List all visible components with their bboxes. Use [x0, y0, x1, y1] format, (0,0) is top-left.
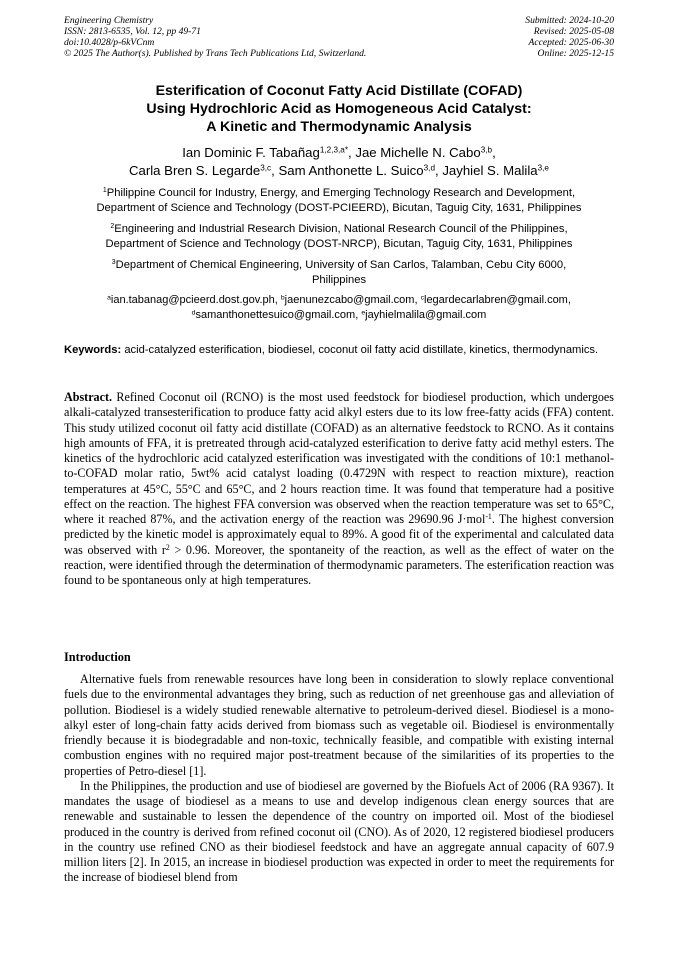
author-name: Carla Bren S. Legarde [129, 163, 261, 178]
accepted-date: Accepted: 2025-06-30 [528, 37, 614, 48]
keywords-section [64, 343, 614, 358]
author-sup: 3,d [423, 163, 435, 173]
author-sup: 1,2,3,a* [319, 145, 349, 155]
online-date: Online: 2025-12-15 [537, 48, 614, 59]
email-link[interactable]: jaenunezcabo@gmail.com [284, 294, 415, 306]
author-sup: 3,e [537, 163, 549, 173]
paper-title [40, 82, 638, 136]
introduction-body [64, 672, 614, 886]
affiliation-2: $^2$Engineering and Industrial Research Division, National Research Council of the Philippines, Department of Science and Technology (DOST-NRCP), Bicutan, Taguig City, 1631, Philippines [105, 223, 573, 250]
paragraph: In the Philippines, the production and use of biodiesel are governed by the Biofuels Act of 2006 (RA 9367). It mandates the usage of biodiesel as a means to use and develop indigenous clean energy sources that are renewable and sustainable to lessen the dependence of the country on imported oil. Most of the biodiesel produced in the country is derived from refined coconut oil (CNO). As of 2020, 12 registered biodiesel producers in the country use refined CNO as their biodiesel feedstock and have an aggregate annual capacity of 607.9 million liters [2]. In 2015, an increase in biodiesel production was expected in order to meet the requirements for the increase of biodiesel blend from [64, 778, 614, 885]
author-sup: 3,b [480, 145, 493, 155]
email-link[interactable]: samanthonettesuico@gmail.com [195, 309, 356, 321]
copyright-line: © 2025 The Author(s). Published by Trans Tech Publications Ltd, Switzerland. [64, 48, 367, 59]
title-line-1: Esterification of Coconut Fatty Acid Distillate (COFAD) [155, 83, 523, 99]
keywords-text: acid-catalyzed esterification, biodiesel, coconut oil fatty acid distillate, kinetics, thermodynamics. [124, 344, 599, 356]
section-heading: Introduction [64, 650, 131, 664]
affiliation-3: $^3$Department of Chemical Engineering, University of San Carlos, Talamban, Cebu City 6000, Philippines [111, 259, 567, 286]
author-name: Jae Michelle N. Cabo [355, 145, 481, 160]
title-line-3: A Kinetic and Thermodynamic Analysis [206, 119, 472, 135]
author-list: Ian Dominic F. Tabañag$^{1,2,3,a*}$, Jae Michelle N. Cabo$^{3,b}$, Carla Bren S. Legarde$^{3,c}$, Sam Anthonette L. Suico$^{3,d}$, Jayhiel S. Malila$^{3,e}$ [129, 145, 549, 178]
author-name: Jayhiel S. Malila [442, 163, 538, 178]
email-link[interactable]: ian.tabanag@pcieerd.dost.gov.ph [110, 294, 275, 306]
author-name: Sam Anthonette L. Suico [278, 163, 424, 178]
journal-info [64, 15, 366, 59]
abstract-section: Abstract. Refined Coconut oil (RCNO) is the most used feedstock for biodiesel production, which undergoes alkali-catalyzed transesterification to produce fatty acid alkyl esters due to its low free-fatty acids (FFA) content. This study utilized coconut oil fatty acid distillate (COFAD) as an alternative feedstock to RCNO. As it contains high amounts of FFA, it is pretreated through acid-catalyzed esterification to derive fatty acid methyl esters. The kinetics of the hydrochloric acid catalyzed esterification was investigated with the conditions of 10:1 methanol-to-COFAD molar ratio, 5wt% acid catalyst loading (0.4729N with respect to reaction mixture), reaction temperatures at 45°C, 55°C and 65°C, and 2 hours reaction time. It was found that temperature had a positive effect on the reaction. The highest FFA conversion was observed when the reaction temperature was set to 65°C, where it reached 87%, and the activation energy of the reaction was 29690.96 J·mol$^{-1}$. The highest conversion predicted by the kinetic model is approximately equal to 89%. A good fit of the experimental and calculated data was observed with $r^2 > 0.96$. Moreover, the spontaneity of the reaction, as well as the effect of water on the reaction, were identified through the determination of thermodynamic parameters. The esterification reaction was found to be spontaneous only at high temperatures. [64, 390, 614, 587]
issn-line: ISSN: 2813-6535, Vol. 12, pp 49-71 [64, 26, 201, 37]
doi-line: doi:10.4028/p-6kVCnm [64, 37, 155, 48]
author-emails: $^a$ian.tabanag@pcieerd.dost.gov.ph, $^b$jaenunezcabo@gmail.com, $^c$legardecarlabren@gmail.com, $^d$samanthonettesuico@gmail.com, $^e$jayhielmalila@gmail.com [107, 294, 571, 321]
author-sup: 3,c [260, 163, 272, 173]
keywords-label: Keywords: [64, 344, 122, 356]
email-link[interactable]: legardecarlabren@gmail.com [424, 294, 568, 306]
abstract-label: Abstract. [64, 390, 113, 404]
revised-date: Revised: 2025-05-08 [533, 26, 614, 37]
dates-info [525, 15, 614, 59]
author-name: Ian Dominic F. Tabañag [182, 145, 320, 160]
affiliation-1: $^1$Philippine Council for Industry, Energy, and Emerging Technology Research and Development, Department of Science and Technology (DOST-PCIEERD), Bicutan, Taguig City, 1631, Philippines [96, 187, 582, 214]
title-line-2: Using Hydrochloric Acid as Homogeneous Acid Catalyst: [146, 101, 532, 117]
submitted-date: Submitted: 2024-10-20 [525, 15, 614, 26]
journal-name: Engineering Chemistry [64, 15, 154, 26]
email-link[interactable]: jayhielmalila@gmail.com [365, 309, 487, 321]
paragraph: Alternative fuels from renewable resources have long been in consideration to slowly replace conventional fuels due to the environmental advantages they bring, such as reduction of net greenhouse gas and alleviation of pollution. Biodiesel is a widely studied renewable alternative to petroleum-derived diesel. Biodiesel is a mono-alkyl ester of long-chain fatty acids derived from biomass such as vegetable oil. Biodiesel is environmentally friendly because it is biodegradable and non-toxic, technically feasible, and compatible with existing internal combustion engines with no required major post-treatment because of the similarities of its properties to the properties of Petro-diesel [1]. [64, 672, 614, 778]
